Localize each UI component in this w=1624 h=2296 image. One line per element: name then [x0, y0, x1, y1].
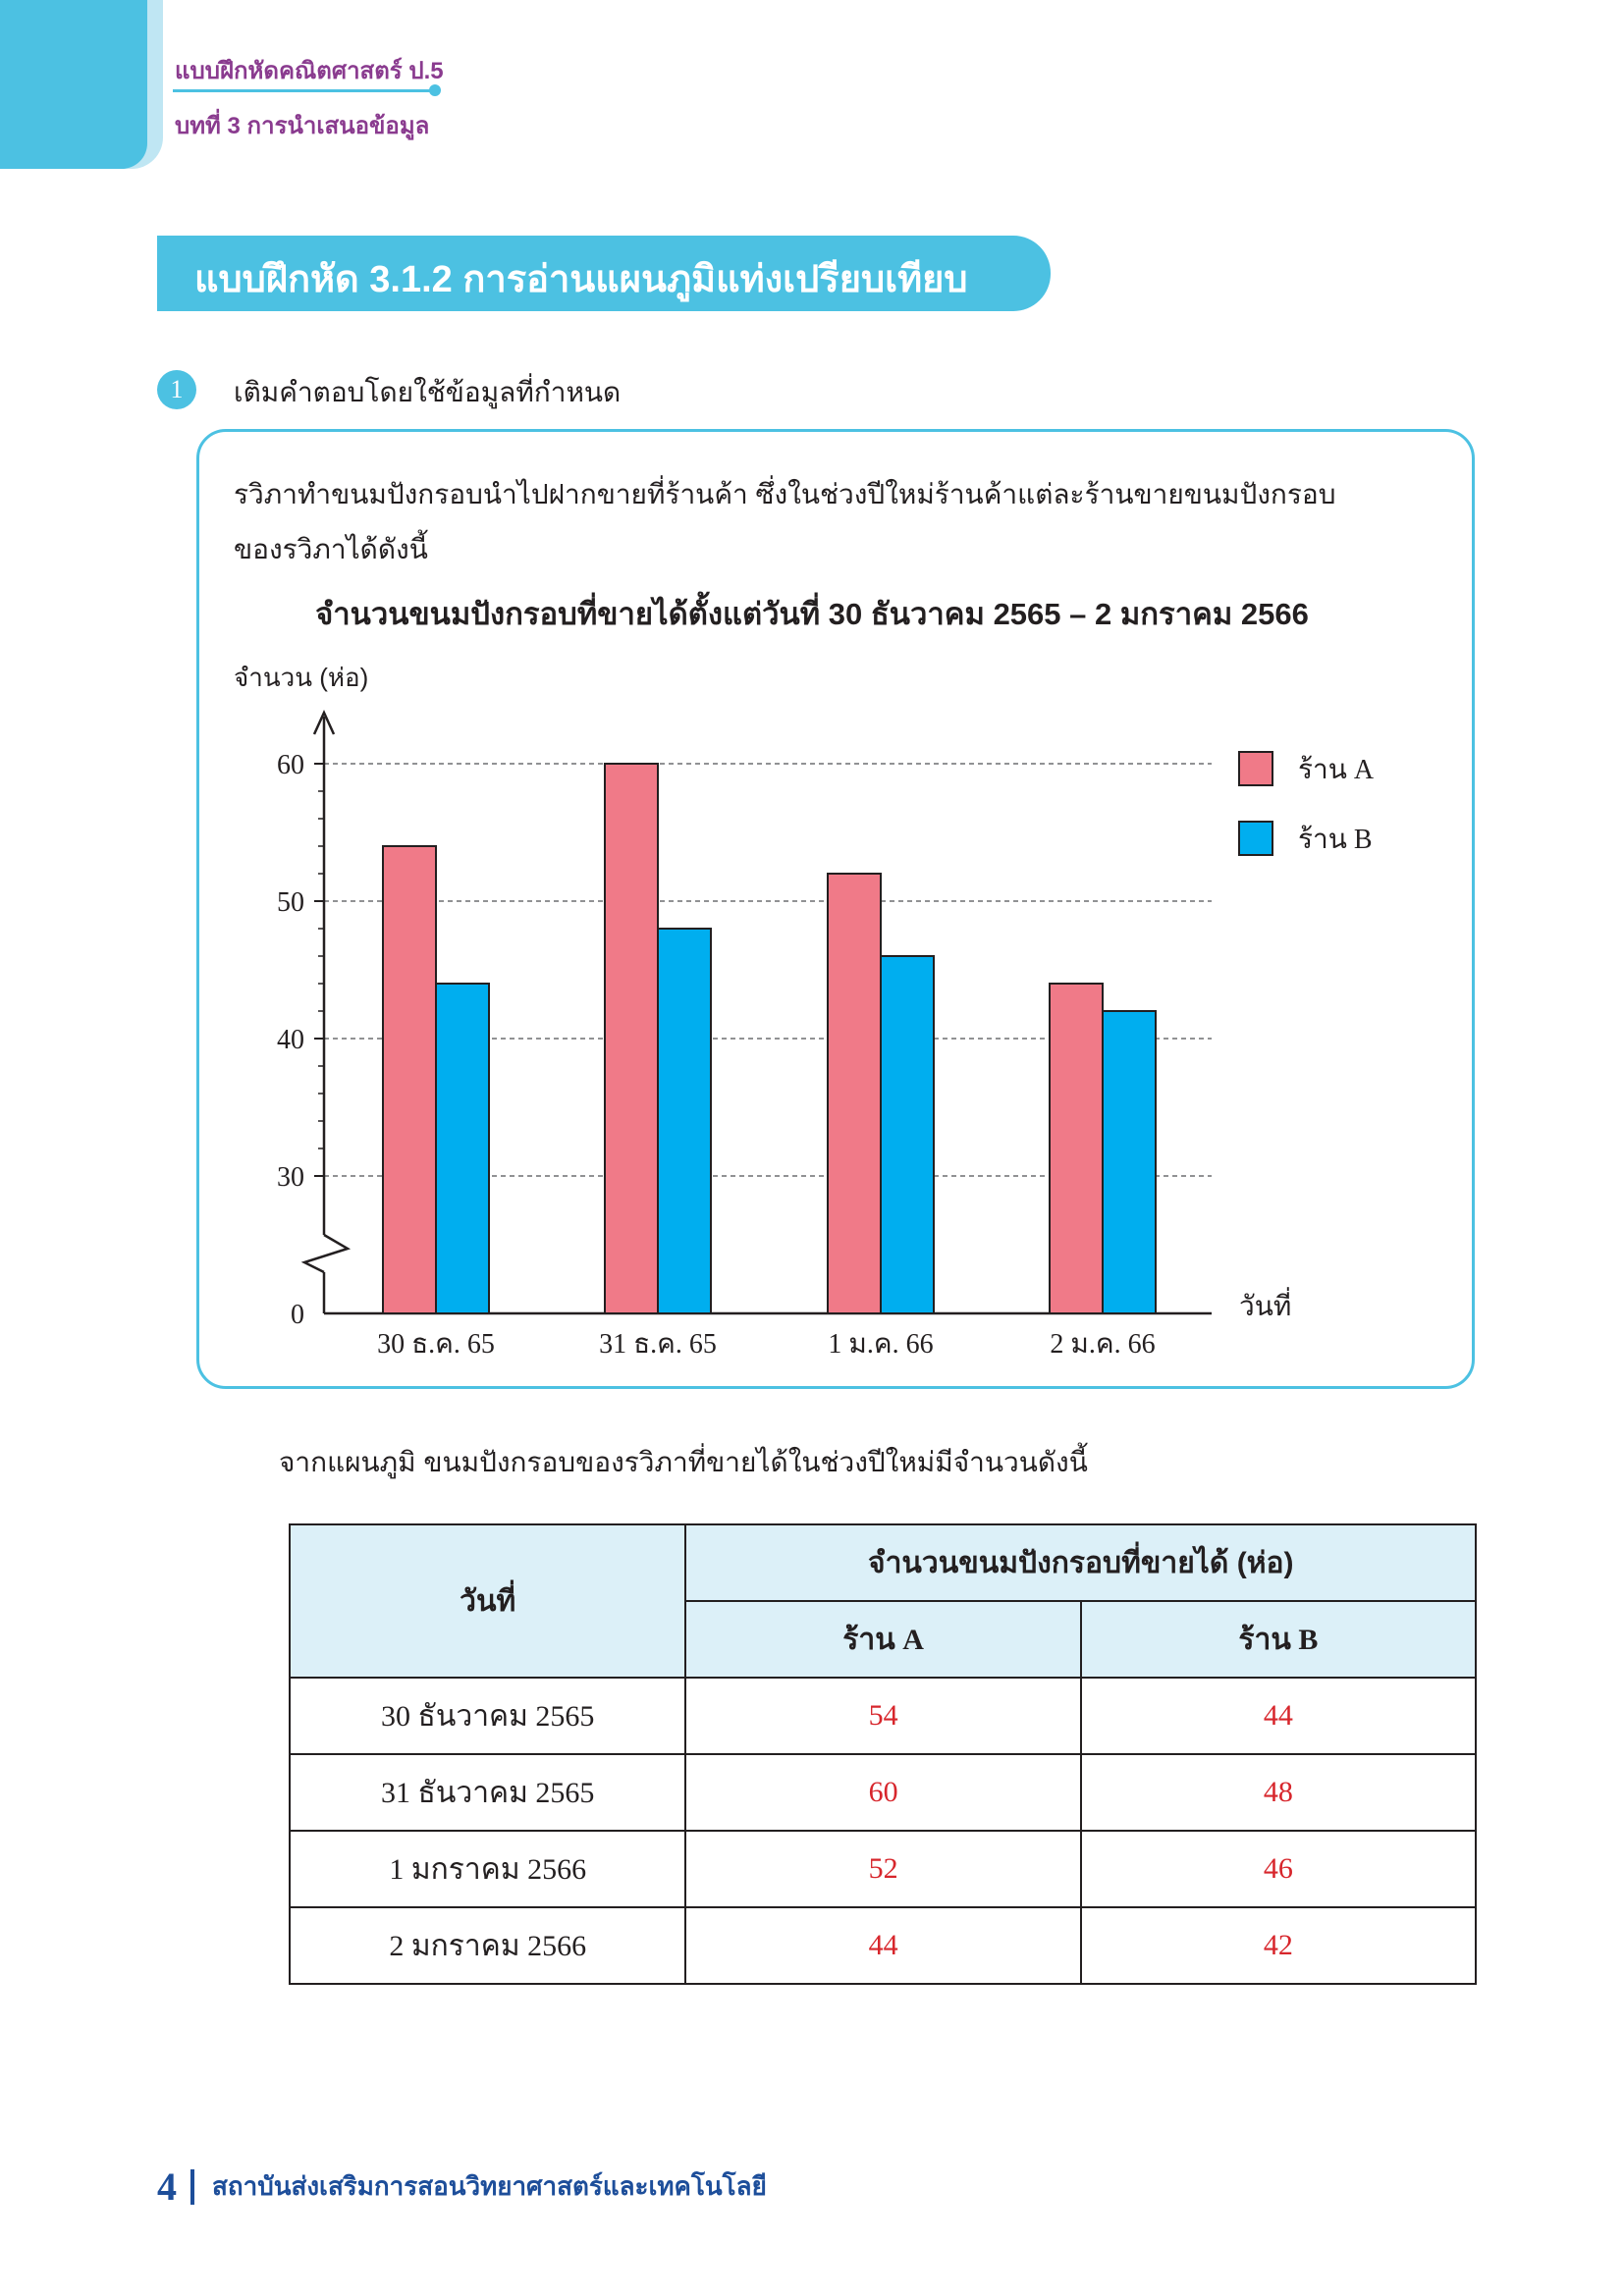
y-axis-label: จำนวน (ห่อ)	[234, 663, 369, 692]
row-value-b: 44	[1081, 1678, 1476, 1754]
intro-line-2: ของรวิภาได้ดังนี้	[234, 534, 428, 564]
table-row	[290, 1831, 1476, 1907]
bar-store-b	[1103, 1011, 1156, 1313]
table-header-group: จำนวนขนมปังกรอบที่ขายได้ (ห่อ)	[685, 1524, 1476, 1601]
row-value-a: 52	[685, 1831, 1080, 1907]
row-date: 31 ธันวาคม 2565	[290, 1754, 685, 1831]
bar-store-b	[658, 929, 711, 1313]
question-instruction: เติมคำตอบโดยใช้ข้อมูลที่กำหนด	[234, 377, 622, 407]
bar-store-a	[828, 874, 881, 1313]
y-tick-label: 50	[277, 887, 304, 918]
x-tick-label: 2 ม.ค. 66	[1050, 1329, 1156, 1360]
footer-divider	[190, 2169, 194, 2205]
row-date: 1 มกราคม 2566	[290, 1831, 685, 1907]
x-axis-label: วันที่	[1239, 1291, 1292, 1321]
legend-label-store-a: ร้าน A	[1298, 755, 1375, 785]
row-value-a: 54	[685, 1678, 1080, 1754]
bar-store-b	[881, 956, 934, 1313]
bar-store-a	[383, 846, 436, 1313]
page-footer	[157, 2163, 767, 2210]
book-title: แบบฝึกหัดคณิตศาสตร์ ป.5	[175, 58, 444, 84]
row-value-b: 48	[1081, 1754, 1476, 1831]
sales-table	[289, 1523, 1477, 1985]
table-intro-text: จากแผนภูมิ ขนมปังกรอบของรวิภาที่ขายได้ในช่วงปีใหม่มีจำนวนดังนี้	[279, 1447, 1088, 1477]
exercise-title: แบบฝึกหัด 3.1.2 การอ่านแผนภูมิแท่งเปรียบเทียบ	[194, 259, 968, 300]
row-value-b: 46	[1081, 1831, 1476, 1907]
intro-line-1: รวิภาทำขนมปังกรอบนำไปฝากขายที่ร้านค้า ซึ่งในช่วงปีใหม่ร้านค้าแต่ละร้านขายขนมปังกรอบ	[234, 479, 1336, 509]
row-date: 30 ธันวาคม 2565	[290, 1678, 685, 1754]
row-value-a: 44	[685, 1907, 1080, 1984]
x-tick-label: 30 ธ.ค. 65	[377, 1329, 495, 1360]
y-tick-label: 40	[277, 1025, 304, 1055]
x-tick-label: 1 ม.ค. 66	[828, 1329, 934, 1360]
legend-swatch-store-a	[1239, 752, 1272, 785]
table-row	[290, 1907, 1476, 1984]
y-tick-label: 30	[277, 1162, 304, 1193]
table-header-store-a: ร้าน A	[685, 1601, 1080, 1678]
bar-store-a	[1050, 984, 1103, 1313]
row-date: 2 มกราคม 2566	[290, 1907, 685, 1984]
table-row	[290, 1754, 1476, 1831]
y-tick-label: 0	[291, 1300, 304, 1330]
row-value-a: 60	[685, 1754, 1080, 1831]
table-header-store-b: ร้าน B	[1081, 1601, 1476, 1678]
legend-label-store-b: ร้าน B	[1298, 825, 1373, 855]
bar-store-b	[436, 984, 489, 1313]
y-tick-label: 60	[277, 750, 304, 780]
page-number: 4	[157, 2164, 177, 2209]
publisher-name: สถาบันส่งเสริมการสอนวิทยาศาสตร์และเทคโนโลยี	[212, 2171, 767, 2201]
y-axis-break	[304, 1235, 348, 1272]
question-number-badge: 1	[157, 370, 196, 409]
row-value-b: 42	[1081, 1907, 1476, 1984]
table-row	[290, 1678, 1476, 1754]
chapter-title: บทที่ 3 การนำเสนอข้อมูล	[175, 113, 430, 139]
table-header-date: วันที่	[290, 1524, 685, 1678]
legend-swatch-store-b	[1239, 822, 1272, 855]
bar-store-a	[605, 764, 658, 1313]
x-tick-label: 31 ธ.ค. 65	[599, 1329, 717, 1360]
chart-title: จำนวนขนมปังกรอบที่ขายได้ตั้งแต่วันที่ 30 ธันวาคม 2565 – 2 มกราคม 2566	[315, 597, 1309, 631]
